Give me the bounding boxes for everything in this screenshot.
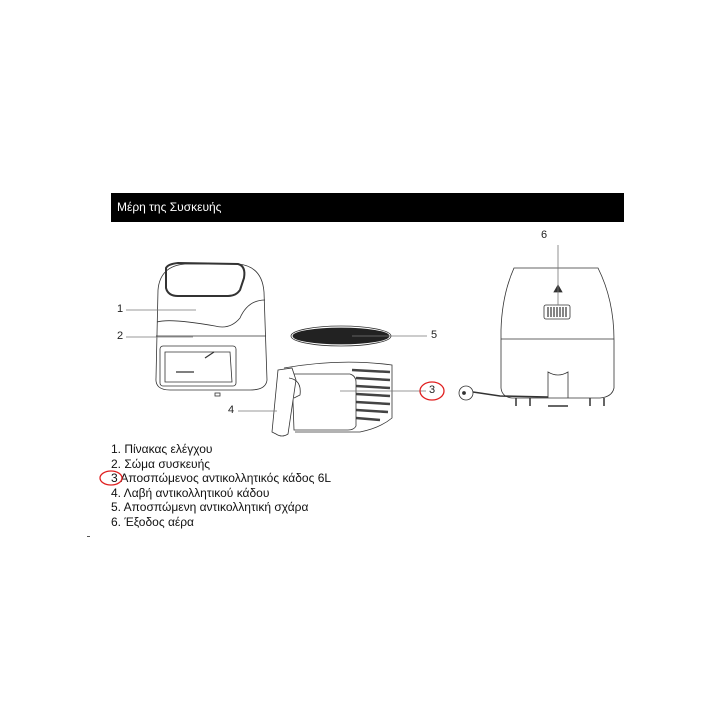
highlight-circle-list-3 [98,468,126,488]
list-item: 3 Αποσπώμενος αντικολλητικός κάδος 6L [111,471,332,485]
list-item: 6. Έξοδος αέρα [111,514,194,529]
air-fryer-front-illustration [156,263,267,396]
parts-list [111,442,331,529]
callout-2: 2 [117,330,124,342]
callout-6: 6 [541,229,548,241]
callout-5: 5 [431,329,438,341]
stray-mark [87,536,90,537]
air-fryer-rear-illustration [501,245,614,406]
list-item: 2. Σώμα συσκευής [111,456,211,471]
section-title: Μέρη της Συσκευής [117,200,222,214]
list-item: 1. Πίνακας ελέγχου [111,442,213,456]
callout-3: 3 [429,384,436,396]
basket-illustration [272,362,392,436]
list-item: 5. Αποσπώμενη αντικολλητική σχάρα [111,500,309,514]
callout-1: 1 [117,303,124,315]
list-item: 4. Λαβή αντικολλητικού κάδου [111,485,270,500]
callout-4: 4 [228,404,235,416]
